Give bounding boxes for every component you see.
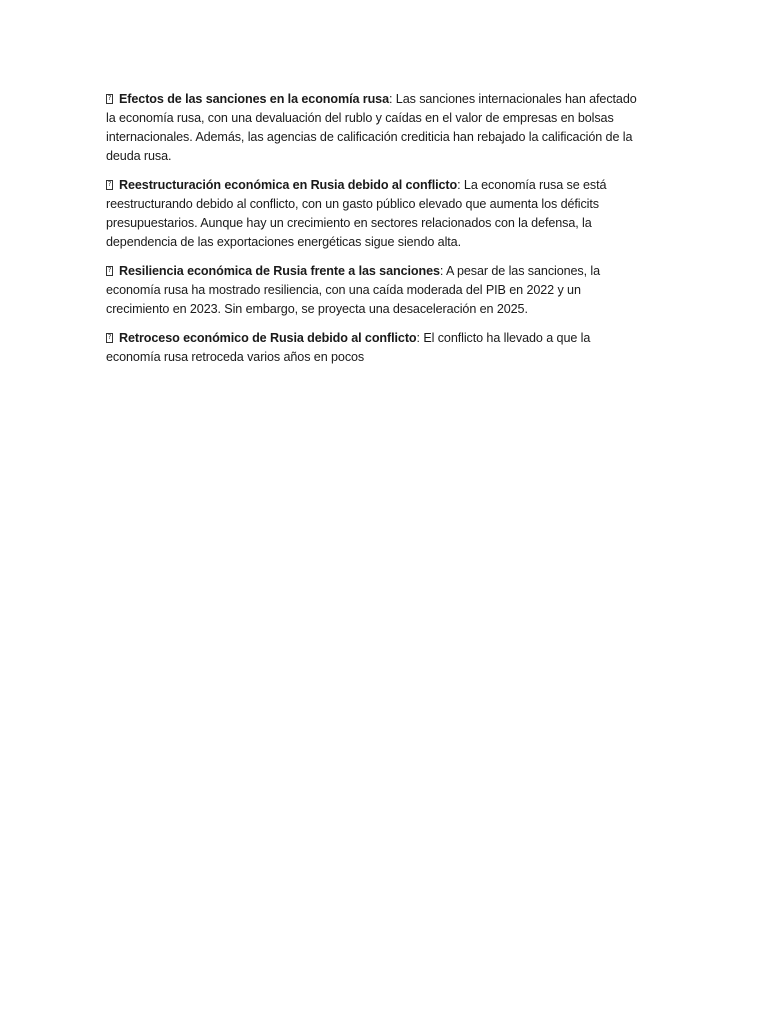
paragraph-economic-resilience bbox=[106, 262, 646, 319]
paragraph-heading: Resiliencia económica de Rusia frente a las sanciones bbox=[119, 263, 440, 278]
heading-separator: : bbox=[416, 330, 424, 345]
paragraph-heading: Reestructuración económica en Rusia debido al conflicto bbox=[119, 177, 458, 192]
document-body bbox=[106, 90, 646, 376]
paragraph-heading: Retroceso económico de Rusia debido al conflicto bbox=[119, 330, 417, 345]
heading-separator: : bbox=[457, 177, 464, 192]
missing-glyph-icon bbox=[106, 333, 113, 343]
heading-separator: : bbox=[388, 92, 396, 106]
missing-glyph-icon bbox=[106, 94, 113, 104]
paragraph-text: La economía rusa se está reestructurando debido al conflicto, con un gasto público elevado que aumenta los déficits presupuestarios. Aunque hay un crecimiento en sectores relacionados con la defensa, la dependencia de las exportaciones energéticas sigue siendo alta. bbox=[106, 177, 607, 250]
paragraph-text: A pesar de las sanciones, la economía rusa ha mostrado resiliencia, con una caída moderada del PIB en 2022 y un crecimiento en 2023. Sin embargo, se proyecta una desaceleración en 2025. bbox=[106, 263, 601, 316]
missing-glyph-icon bbox=[106, 180, 113, 190]
missing-glyph-icon bbox=[106, 266, 113, 276]
paragraph-economic-setback bbox=[106, 329, 646, 367]
paragraph-heading: Efectos de las sanciones en la economía rusa bbox=[119, 92, 389, 106]
paragraph-text: Las sanciones internacionales han afectado la economía rusa, con una devaluación del rublo y caídas en el valor de empresas en bolsas internacionales. Además, las agencias de calificación crediticia han rebajado la calificación de la deuda rusa. bbox=[106, 92, 637, 164]
heading-separator: : bbox=[439, 263, 446, 278]
paragraph-economic-restructuring bbox=[106, 176, 646, 252]
paragraph-sanctions-effects bbox=[106, 90, 646, 166]
paragraph-text: El conflicto ha llevado a que la economía rusa retroceda varios años en pocos bbox=[106, 330, 591, 364]
